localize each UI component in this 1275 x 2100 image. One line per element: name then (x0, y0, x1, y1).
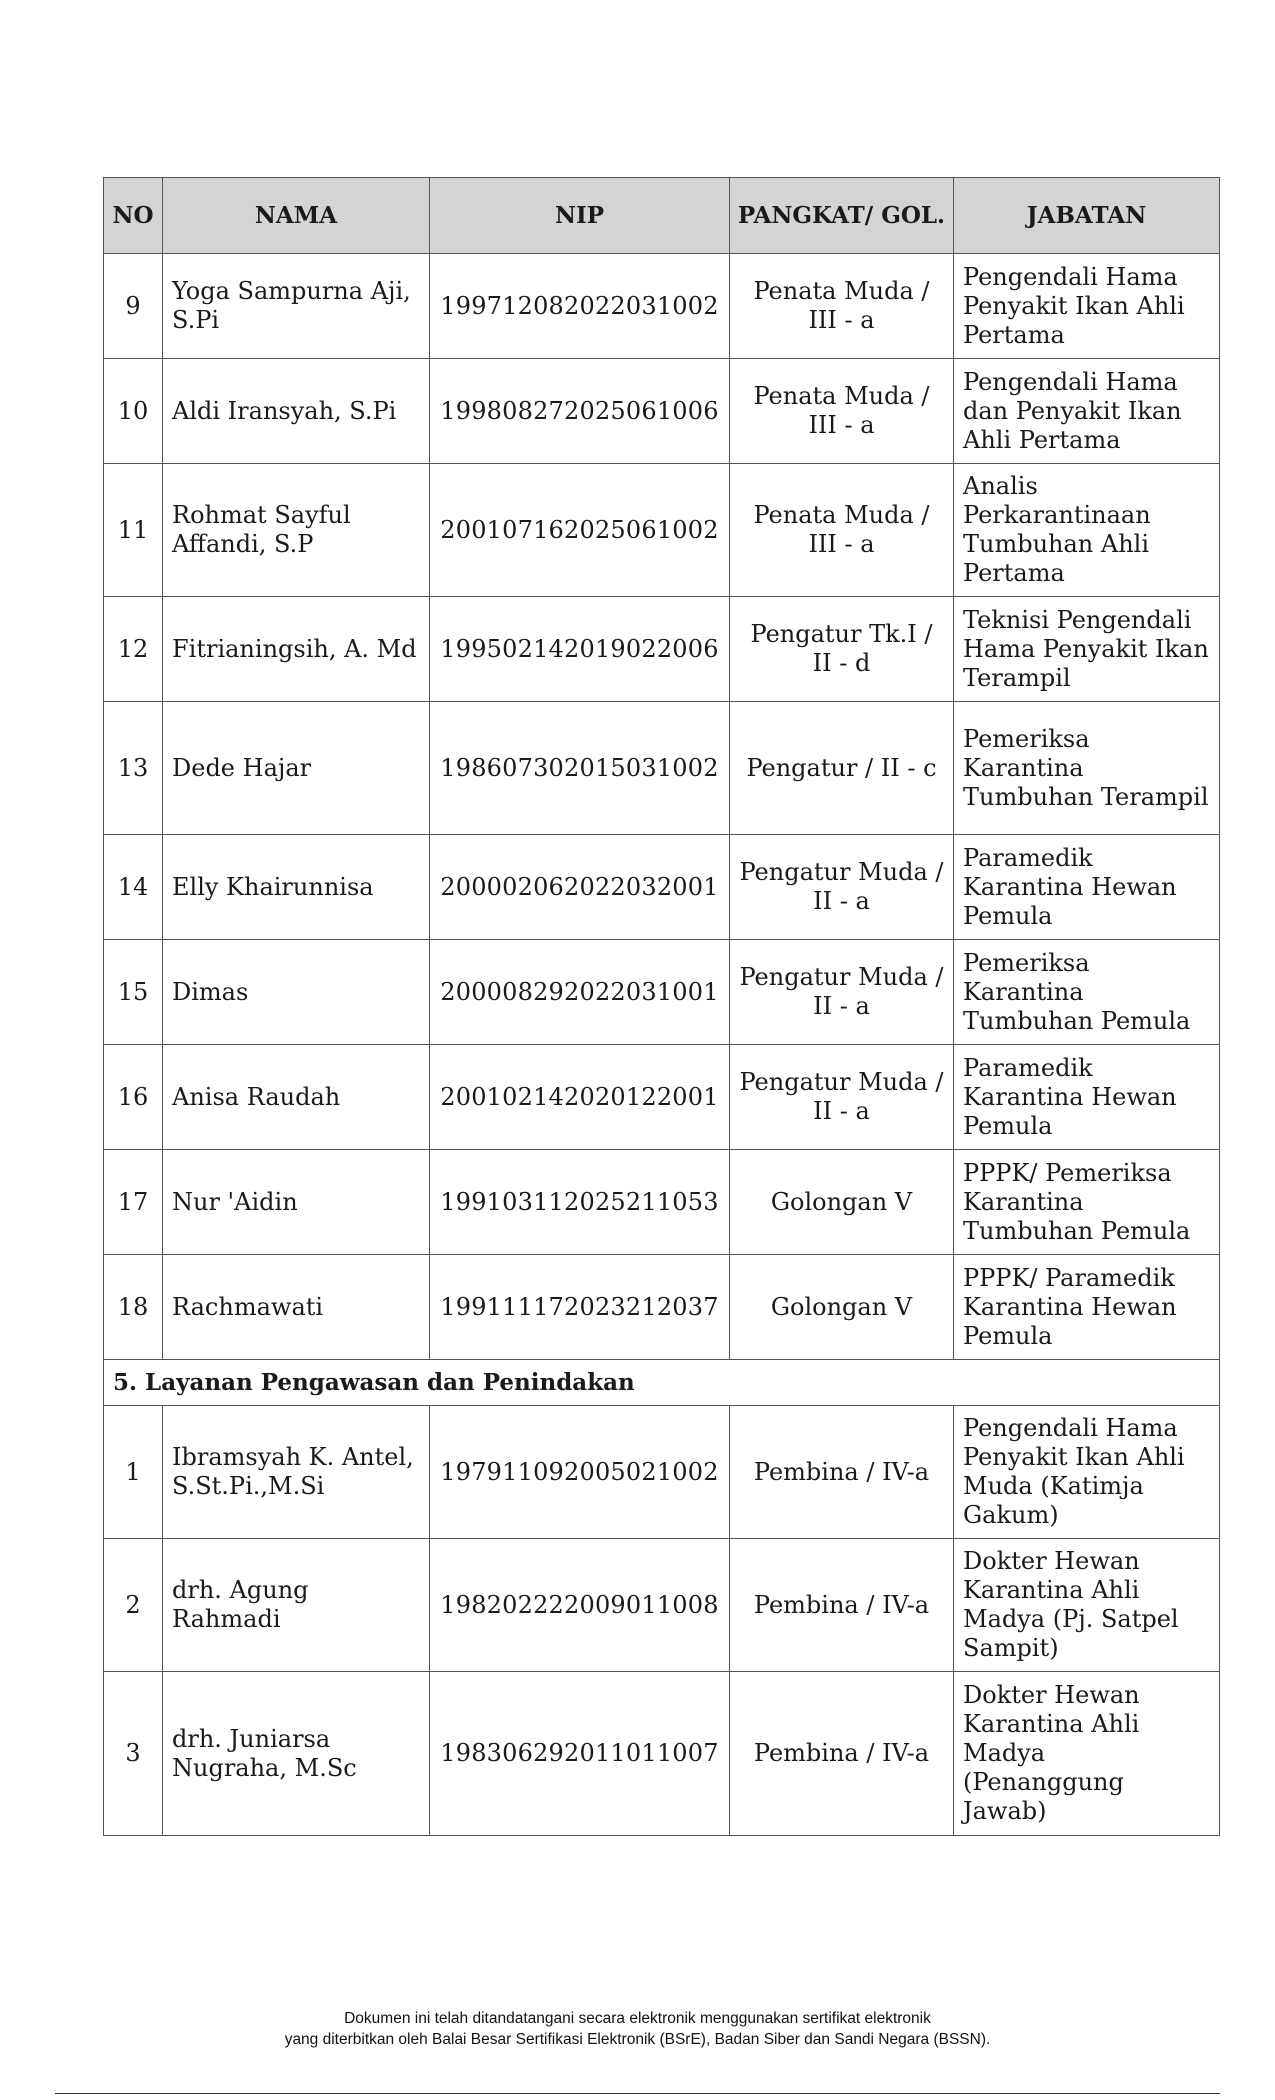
table-row (104, 835, 1220, 940)
cell-nip: 198202222009011008 (430, 1539, 730, 1672)
table-row (104, 702, 1220, 835)
cell-nip: 200107162025061002 (430, 464, 730, 597)
cell-no: 3 (104, 1672, 163, 1836)
cell-nama: Rachmawati (163, 1255, 430, 1360)
section-row (104, 1360, 1220, 1406)
header-nama: NAMA (163, 178, 430, 254)
cell-pangkat: Pengatur Muda / II - a (730, 835, 954, 940)
cell-nip: 198607302015031002 (430, 702, 730, 835)
cell-nama: Rohmat Sayful Affandi, S.P (163, 464, 430, 597)
header-no: NO (104, 178, 163, 254)
table-row (104, 1672, 1220, 1836)
cell-nip: 199111172023212037 (430, 1255, 730, 1360)
cell-pangkat: Pembina / IV-a (730, 1539, 954, 1672)
cell-no: 10 (104, 359, 163, 464)
cell-no: 11 (104, 464, 163, 597)
cell-jabatan: Analis Perkarantinaan Tumbuhan Ahli Pertama (954, 464, 1220, 597)
cell-no: 15 (104, 940, 163, 1045)
table-row (104, 359, 1220, 464)
cell-nama: Ibramsyah K. Antel, S.St.Pi.,M.Si (163, 1406, 430, 1539)
footer-line-2: yang diterbitkan oleh Balai Besar Sertifikasi Elektronik (BSrE), Badan Siber dan Sandi Negara (BSSN). (284, 2031, 991, 2048)
staff-table (103, 177, 1220, 1836)
cell-nama: Dimas (163, 940, 430, 1045)
header-nip: NIP (430, 178, 730, 254)
cell-nama: Aldi Iransyah, S.Pi (163, 359, 430, 464)
cell-jabatan: Dokter Hewan Karantina Ahli Madya (Pj. Satpel Sampit) (954, 1539, 1220, 1672)
table-row (104, 1406, 1220, 1539)
cell-pangkat: Pengatur Tk.I / II - d (730, 597, 954, 702)
cell-no: 17 (104, 1150, 163, 1255)
cell-nip: 198306292011011007 (430, 1672, 730, 1836)
cell-jabatan: PPPK/ Pemeriksa Karantina Tumbuhan Pemula (954, 1150, 1220, 1255)
table-row (104, 1255, 1220, 1360)
cell-jabatan: Teknisi Pengendali Hama Penyakit Ikan Terampil (954, 597, 1220, 702)
cell-jabatan: Pemeriksa Karantina Tumbuhan Pemula (954, 940, 1220, 1045)
cell-pangkat: Pembina / IV-a (730, 1406, 954, 1539)
cell-no: 12 (104, 597, 163, 702)
cell-jabatan: Paramedik Karantina Hewan Pemula (954, 1045, 1220, 1150)
cell-pangkat: Pengatur Muda / II - a (730, 1045, 954, 1150)
cell-jabatan: PPPK/ Paramedik Karantina Hewan Pemula (954, 1255, 1220, 1360)
cell-pangkat: Penata Muda / III - a (730, 359, 954, 464)
cell-nip: 199502142019022006 (430, 597, 730, 702)
table-header-row (104, 178, 1220, 254)
cell-nama: drh. Agung Rahmadi (163, 1539, 430, 1672)
cell-no: 16 (104, 1045, 163, 1150)
cell-jabatan: Pengendali Hama Penyakit Ikan Ahli Pertama (954, 254, 1220, 359)
table-row (104, 1045, 1220, 1150)
cell-pangkat: Penata Muda / III - a (730, 254, 954, 359)
cell-jabatan: Paramedik Karantina Hewan Pemula (954, 835, 1220, 940)
cell-jabatan: Pemeriksa Karantina Tumbuhan Terampil (954, 702, 1220, 835)
cell-no: 9 (104, 254, 163, 359)
table-row (104, 597, 1220, 702)
cell-pangkat: Penata Muda / III - a (730, 464, 954, 597)
footer-line-1: Dokumen ini telah ditandatangani secara elektronik menggunakan sertifikat elektronik (344, 2010, 931, 2027)
cell-nama: Dede Hajar (163, 702, 430, 835)
cell-nama: Nur 'Aidin (163, 1150, 430, 1255)
cell-nama: Fitrianingsih, A. Md (163, 597, 430, 702)
header-jabatan: JABATAN (954, 178, 1220, 254)
cell-pangkat: Pengatur Muda / II - a (730, 940, 954, 1045)
cell-nama: drh. Juniarsa Nugraha, M.Sc (163, 1672, 430, 1836)
table-row (104, 1150, 1220, 1255)
cell-no: 13 (104, 702, 163, 835)
cell-no: 1 (104, 1406, 163, 1539)
header-pangkat: PANGKAT/ GOL. (730, 178, 954, 254)
cell-nama: Elly Khairunnisa (163, 835, 430, 940)
footer-divider (55, 2093, 1220, 2094)
cell-nip: 197911092005021002 (430, 1406, 730, 1539)
table-row (104, 464, 1220, 597)
cell-pangkat: Pembina / IV-a (730, 1672, 954, 1836)
cell-no: 14 (104, 835, 163, 940)
esign-footer (0, 2008, 1275, 2050)
table-row (104, 1539, 1220, 1672)
cell-nip: 200008292022031001 (430, 940, 730, 1045)
cell-nip: 199712082022031002 (430, 254, 730, 359)
cell-jabatan: Dokter Hewan Karantina Ahli Madya (Penanggung Jawab) (954, 1672, 1220, 1836)
cell-nip: 199103112025211053 (430, 1150, 730, 1255)
cell-jabatan: Pengendali Hama Penyakit Ikan Ahli Muda (Katimja Gakum) (954, 1406, 1220, 1539)
cell-pangkat: Golongan V (730, 1150, 954, 1255)
cell-nip: 200102142020122001 (430, 1045, 730, 1150)
cell-pangkat: Pengatur / II - c (730, 702, 954, 835)
cell-jabatan: Pengendali Hama dan Penyakit Ikan Ahli Pertama (954, 359, 1220, 464)
table-row (104, 254, 1220, 359)
cell-nip: 199808272025061006 (430, 359, 730, 464)
cell-no: 2 (104, 1539, 163, 1672)
section-heading: 5. Layanan Pengawasan dan Penindakan (104, 1360, 1220, 1406)
cell-no: 18 (104, 1255, 163, 1360)
cell-nip: 200002062022032001 (430, 835, 730, 940)
table-row (104, 940, 1220, 1045)
cell-pangkat: Golongan V (730, 1255, 954, 1360)
cell-nama: Anisa Raudah (163, 1045, 430, 1150)
cell-nama: Yoga Sampurna Aji, S.Pi (163, 254, 430, 359)
